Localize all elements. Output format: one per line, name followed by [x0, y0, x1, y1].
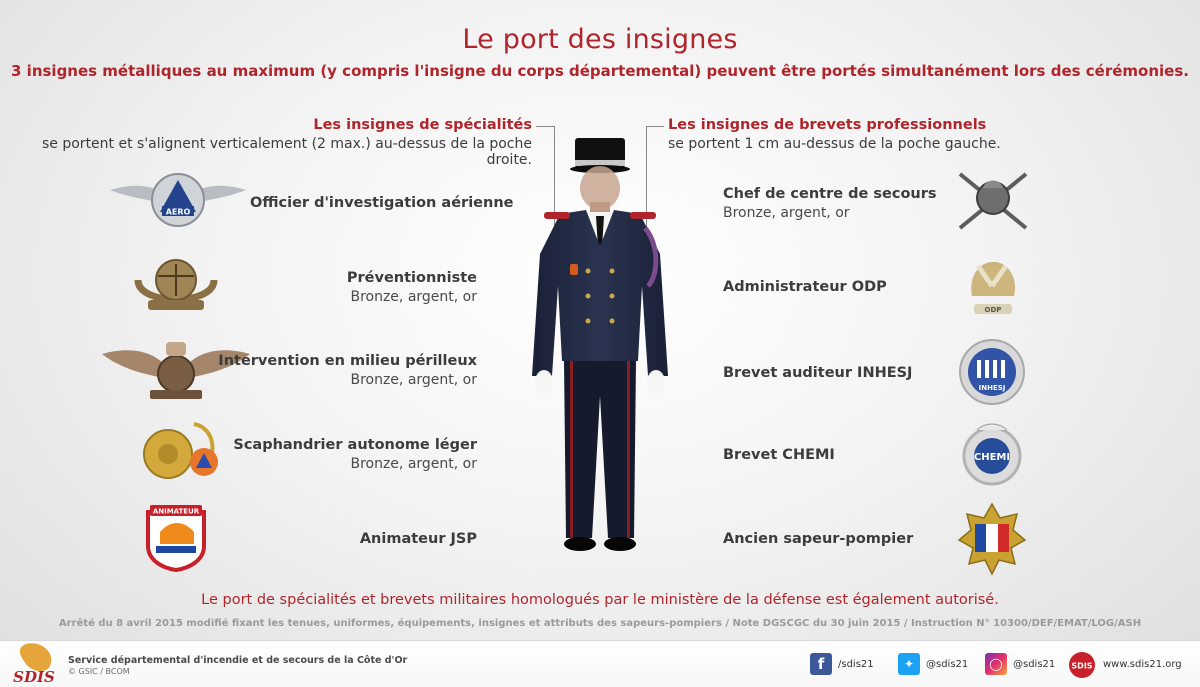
inhesj-badge-icon — [955, 336, 1029, 408]
left-section-heading: Les insignes de spécialités — [313, 117, 532, 133]
ancien-sapeur-pompier-badge-icon — [955, 500, 1029, 576]
brevet-administrateur-odp: Administrateur ODP — [723, 279, 887, 295]
instagram-handle[interactable]: @sdis21 — [1013, 659, 1056, 670]
website-link[interactable]: www.sdis21.org — [1103, 659, 1182, 670]
firefighter-uniform-illustration — [520, 136, 680, 558]
aero-badge-icon — [106, 168, 250, 232]
insigne-preventionniste-detail: Bronze, argent, or — [350, 289, 477, 305]
twitter-icon[interactable]: ✦ — [898, 653, 920, 675]
scaphandrier-badge-icon — [132, 418, 224, 484]
animateur-badge-text: ANIMATEUR — [152, 507, 200, 516]
page-subtitle: 3 insignes métalliques au maximum (y compris l'insigne du corps départemental) peuvent être portés simultanément lors des cérémonies. — [11, 62, 1189, 80]
brevet-chef-de-centre-detail: Bronze, argent, or — [723, 205, 850, 221]
facebook-handle[interactable]: /sdis21 — [838, 659, 874, 670]
preventionniste-badge-icon — [128, 250, 224, 316]
footer-org-name: Service départemental d'incendie et de secours de la Côte d'Or — [68, 655, 408, 666]
insigne-intervention-milieu-perilleux-detail: Bronze, argent, or — [350, 372, 477, 388]
right-section-heading: Les insignes de brevets professionnels — [668, 117, 987, 133]
twitter-handle[interactable]: @sdis21 — [926, 659, 969, 670]
animateur-jsp-badge-icon — [140, 502, 212, 572]
brevet-chemi: Brevet CHEMI — [723, 447, 835, 463]
sdis-logo-text: SDIS — [13, 668, 55, 686]
odp-badge-text: ODP — [984, 306, 1002, 314]
aero-badge-text: AERO — [165, 207, 191, 217]
sdis-small-logo-icon — [1068, 651, 1096, 679]
insigne-ancien-sapeur-pompier: Ancien sapeur-pompier — [723, 531, 914, 547]
insigne-animateur-jsp: Animateur JSP — [359, 531, 477, 547]
brevet-auditeur-inhesj: Brevet auditeur INHESJ — [723, 365, 913, 381]
footer-credit: © GSIC / BCOM — [68, 667, 130, 676]
sdis-logo-icon — [6, 642, 62, 686]
right-section-description: se portent 1 cm au-dessus de la poche gauche. — [668, 136, 1001, 152]
facebook-icon[interactable]: f — [810, 653, 832, 675]
inhesj-badge-text: INHESJ — [978, 384, 1006, 392]
insigne-intervention-milieu-perilleux: Intervention en milieu périlleux — [218, 353, 477, 369]
brevet-chef-de-centre-de-secours: Chef de centre de secours — [723, 186, 937, 202]
legal-reference: Arrêté du 8 avril 2015 modifié fixant les tenues, uniformes, équipements, insignes et attributs des sapeurs-pompiers / Note DGSCGC du 30 juin 2015 / Instruction N° 10300/DEF/EMAT/LOG/ASH — [58, 618, 1142, 629]
left-section-description: se portent et s'alignent verticalement (2 max.) au-dessus de la poche droite. — [42, 136, 532, 168]
chemi-badge-text: CHEMI — [973, 452, 1011, 463]
insigne-officier-investigation-aerienne: Officier d'investigation aérienne — [250, 195, 514, 211]
page-title: Le port des insignes — [462, 24, 738, 55]
insigne-preventionniste: Préventionniste — [346, 270, 477, 286]
sdis-small-logo-text: SDIS — [1071, 661, 1093, 671]
administrateur-odp-badge-icon — [956, 250, 1028, 322]
bottom-note: Le port de spécialités et brevets militaires homologués par le ministère de la défense est également autorisé. — [201, 592, 999, 608]
insigne-scaphandrier-autonome-leger: Scaphandrier autonome léger — [233, 437, 477, 453]
instagram-icon[interactable]: ◯ — [985, 653, 1007, 675]
insigne-scaphandrier-detail: Bronze, argent, or — [350, 456, 477, 472]
chef-centre-badge-icon — [950, 164, 1036, 236]
chemi-badge-icon — [955, 420, 1029, 490]
left-leader-line — [536, 126, 554, 127]
right-leader-line — [646, 126, 664, 127]
